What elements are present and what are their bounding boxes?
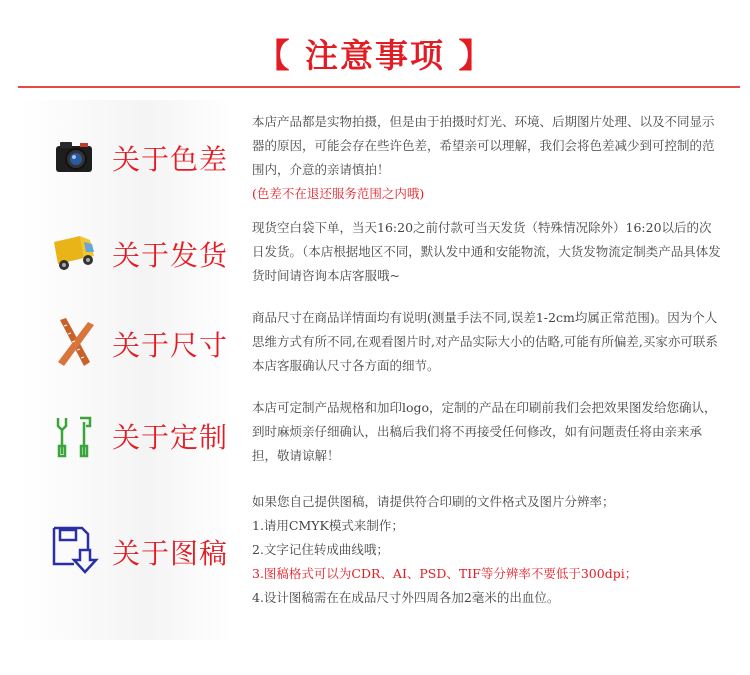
section-text-custom [252, 396, 722, 468]
artwork-item-2: 2.文字记住转成曲线哦； [252, 542, 389, 557]
artwork-item-1: 1.请用CMYK模式来制作； [252, 518, 404, 533]
custom-description: 本店可定制产品规格和加印logo，定制的产品在印刷前我们会把效果图发给您确认，到时麻烦亲仔细确认，出稿后我们将不再接受任何修改，如有问题责任将由亲来承担，敬请谅解！ [252, 400, 717, 463]
shipping-description: 现货空白袋下单，当天16:20之前付款可当天发货（特殊情况除外）16:20以后的次日发货。（本店根据地区不同，默认发中通和安能物流，大货发物流定制类产品具体发货时间请咨询本店客服哦~ [252, 220, 721, 283]
color-description: 本店产品都是实物拍摄，但是由于拍摄时灯光、环境、后期图片处理、以及不同显示器的原因，可能会存在些许色差，希望亲可以理解，我们会将色差减少到可控制的范围内，介意的亲请慎拍！ [252, 114, 715, 177]
section-label-artwork: 关于图稿 [112, 537, 229, 570]
artwork-intro: 如果您自己提供图稿，请提供符合印刷的文件格式及图片分辨率； [252, 494, 615, 509]
tools-icon [50, 412, 98, 460]
artwork-item-3: 3.图稿格式可以为CDR、AI、PSD、TIF等分辨率不要低于300dpi； [252, 566, 638, 581]
title-divider [18, 86, 740, 88]
camera-icon [50, 132, 98, 180]
ruler-icon [50, 316, 98, 364]
section-label-custom: 关于定制 [112, 421, 229, 454]
page-title: 【 注意事项 】 [256, 36, 494, 75]
section-label-shipping: 关于发货 [112, 239, 229, 272]
color-note: (色差不在退还服务范围之内哦) [252, 186, 425, 201]
download-disk-icon [50, 524, 98, 572]
section-text-shipping [252, 216, 722, 288]
artwork-item-4: 4.设计图稿需在在成品尺寸外四周各加2毫米的出血位。 [252, 590, 560, 605]
section-text-artwork [252, 490, 722, 610]
size-description: 商品尺寸在商品详情面均有说明(测量手法不同,误差1-2cm均属正常范围)。因为个人思维方式有所不同,在观看图片时,对产品实际大小的估略,可能有所偏差,买家亦可联系本店客服确认尺寸各方面的细节。 [252, 310, 718, 373]
delivery-truck-icon [50, 228, 98, 276]
section-text-size [252, 306, 722, 378]
section-text-color [252, 110, 722, 206]
section-label-color: 关于色差 [112, 143, 229, 176]
section-label-size: 关于尺寸 [112, 329, 229, 362]
